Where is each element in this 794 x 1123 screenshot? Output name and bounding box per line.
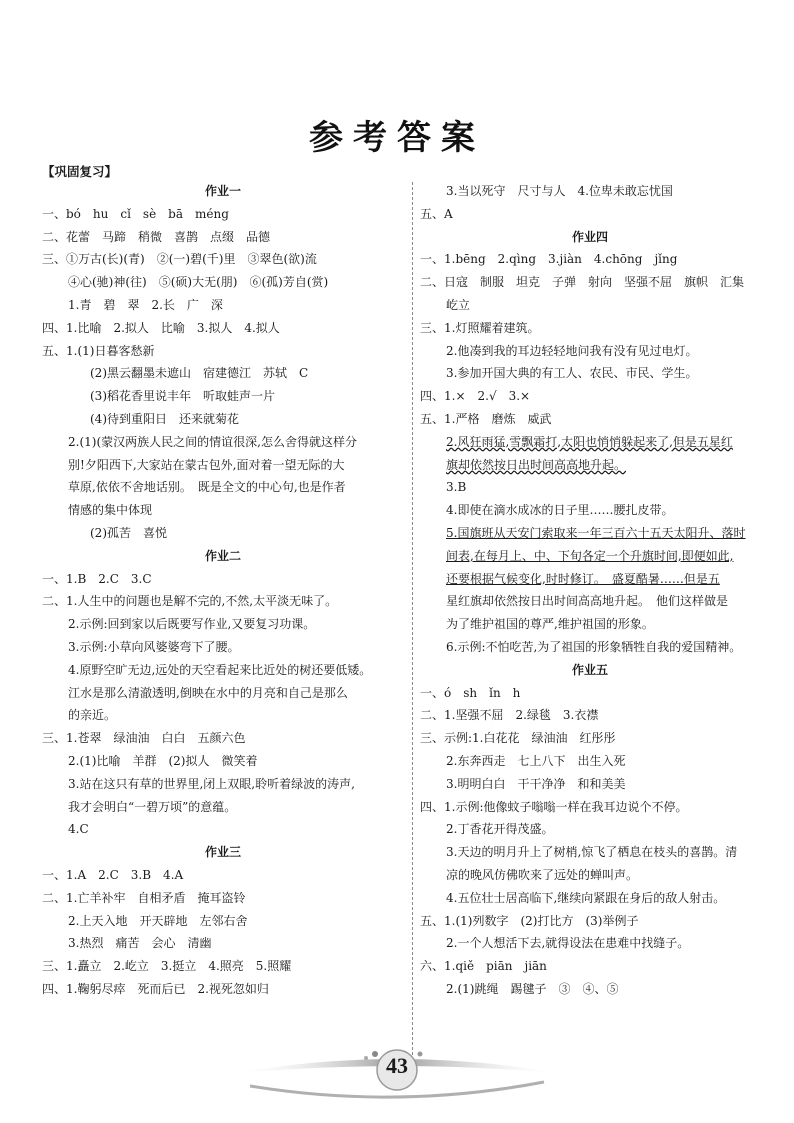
answer-line: 6.示例:不怕吃苦,为了祖国的形象牺牲自我的爱国精神。 bbox=[446, 639, 742, 654]
answer-line: 间表,在每月上、中、下旬各定一个升旗时间,即便如此, bbox=[446, 548, 734, 563]
page-number: 43 bbox=[386, 1053, 408, 1078]
answer-line: 2.上天入地 开天辟地 左邻右舍 bbox=[68, 913, 248, 928]
answer-line: 5.国旗班从天安门索取来一年三百六十五天太阳升、落时 bbox=[446, 525, 746, 540]
answer-line: (2)孤苦 喜悦 bbox=[90, 525, 167, 540]
answer-line: 3.参加开国大典的有工人、农民、市民、学生。 bbox=[446, 366, 698, 381]
answer-line: (4)待到重阳日 还来就菊花 bbox=[90, 411, 239, 426]
answer-column-right bbox=[420, 180, 760, 1001]
answer-line: 4.C bbox=[68, 822, 89, 837]
answer-line: 2.(1)比喻 羊群 (2)拟人 微笑着 bbox=[68, 753, 258, 768]
answer-line: 4.原野空旷无边,远处的天空看起来比近处的树还要低矮。 bbox=[68, 662, 372, 677]
answer-line: 1.青 碧 翠 2.长 广 深 bbox=[68, 297, 223, 312]
answer-line: 的亲近。 bbox=[68, 708, 117, 723]
answer-line: 2.示例:回到家以后既要写作业,又要复习功课。 bbox=[68, 617, 316, 632]
answer-line: 一、ó sh ǐn h bbox=[420, 685, 521, 700]
page-title: 参考答案 bbox=[309, 118, 485, 158]
answer-line: 三、1.灯照耀着建筑。 bbox=[420, 320, 540, 335]
answer-line: 四、1.鞠躬尽瘁 死而后已 2.视死忽如归 bbox=[42, 981, 269, 996]
answer-line: 2.(1)(蒙汉两族人民之间的情谊很深,怎么舍得就这样分 bbox=[68, 434, 357, 449]
answer-line: 六、1.qiě piān jiān bbox=[420, 959, 547, 974]
answer-line: 2.东奔西走 七上八下 出生入死 bbox=[446, 753, 626, 768]
answer-line: 二、日寇 制服 坦克 子弹 射向 坚强不屈 旗帜 汇集 bbox=[420, 275, 745, 290]
answer-line: 凉的晚风仿佛吹来了远处的蝉叫声。 bbox=[446, 867, 639, 882]
answer-line: 四、1.× 2.√ 3.× bbox=[420, 389, 531, 404]
answer-line: 五、1.(1)列数字 (2)打比方 (3)举例子 bbox=[420, 913, 639, 928]
answer-line: 一、1.B 2.C 3.C bbox=[42, 571, 152, 586]
answer-line: 草原,依依不舍地话别。 既是全文的中心句,也是作者 bbox=[68, 480, 346, 495]
answer-line: 五、1.(1)日暮客愁新 bbox=[42, 343, 155, 358]
answer-line: 星红旗却依然按日出时间高高地升起。 他们这样做是 bbox=[446, 594, 729, 609]
answer-line: 一、1.bēng 2.qìng 3.jiàn 4.chōng jǐng bbox=[420, 252, 678, 267]
answer-line: 为了维护祖国的尊严,维护祖国的形象。 bbox=[446, 617, 654, 632]
answer-line: 3.天边的明月升上了树梢,惊飞了栖息在枝头的喜鹊。清 bbox=[446, 845, 738, 860]
section-label: 【巩固复习】 bbox=[42, 164, 118, 179]
answer-column-left bbox=[42, 180, 404, 1001]
assignment-heading: 作业三 bbox=[204, 845, 241, 860]
answer-line: 屹立 bbox=[446, 297, 471, 312]
answer-line: 三、①万古(长)(青) ②(一)碧(千)里 ③翠色(欲)流 bbox=[42, 252, 317, 267]
answer-line: 3.明明白白 干干净净 和和美美 bbox=[446, 776, 626, 791]
answer-line: 二、1.坚强不屈 2.绿毯 3.衣襟 bbox=[420, 708, 599, 723]
answer-line: 四、1.比喻 2.拟人 比喻 3.拟人 4.拟人 bbox=[42, 320, 280, 335]
answer-line: 3.示例:小草向风婆婆弯下了腰。 bbox=[68, 639, 240, 654]
answer-line: 4.即使在滴水成冰的日子里……腰扎皮带。 bbox=[446, 503, 674, 518]
answer-line: 3.站在这只有草的世界里,闭上双眼,聆听着绿波的涛声, bbox=[68, 776, 355, 791]
assignment-heading: 作业四 bbox=[571, 229, 608, 244]
answer-line: 2.他凑到我的耳边轻轻地问我有没有见过电灯。 bbox=[446, 343, 698, 358]
answer-line: 三、1.苍翠 绿油油 白白 五颜六色 bbox=[42, 731, 246, 746]
answer-line: ④心(驰)神(往) ⑤(硕)大无(朋) ⑥(孤)芳自(赏) bbox=[68, 275, 329, 290]
answer-line: 三、1.矗立 2.屹立 3.挺立 4.照亮 5.照耀 bbox=[42, 959, 292, 974]
answer-line: 2.(1)跳绳 踢毽子 ③ ④、⑤ bbox=[446, 981, 619, 996]
answer-line: 还要根据气候变化,时时修订。 盛夏酷暑……但是五 bbox=[446, 571, 720, 586]
answer-line: 别!夕阳西下,大家站在蒙古包外,面对着一望无际的大 bbox=[68, 457, 345, 472]
answer-line: 2.丁香花开得茂盛。 bbox=[446, 822, 554, 837]
answer-line: 2.风狂雨猛,雪飘霜打,太阳也悄悄躲起来了,但是五星红 bbox=[446, 434, 733, 449]
answer-line: 一、1.A 2.C 3.B 4.A bbox=[42, 867, 184, 882]
answer-line: 3.当以死守 尺寸与人 4.位卑未敢忘忧国 bbox=[446, 184, 673, 198]
answer-line: 三、示例:1.白花花 绿油油 红彤彤 bbox=[420, 731, 616, 746]
answer-line: 二、1.亡羊补牢 自相矛盾 掩耳盗铃 bbox=[42, 890, 246, 905]
answer-line: 五、1.严格 磨炼 威武 bbox=[420, 411, 552, 426]
answer-line: 旗却依然按日出时间高高地升起。 bbox=[446, 457, 627, 472]
assignment-heading: 作业一 bbox=[204, 184, 241, 198]
answer-line: 五、A bbox=[420, 206, 453, 221]
answer-line: (2)黑云翻墨未遮山 宿建德江 苏轼 C bbox=[90, 366, 309, 381]
answer-line: 3.B bbox=[446, 480, 467, 495]
answer-line: 江水是那么清澈透明,倒映在水中的月亮和自己是那么 bbox=[68, 685, 348, 700]
column-divider bbox=[412, 182, 413, 1060]
answer-line: 二、花蕾 马蹄 稍微 喜鹊 点缀 品德 bbox=[42, 229, 271, 244]
assignment-heading: 作业二 bbox=[204, 548, 241, 563]
answer-line: 2.一个人想活下去,就得设法在患难中找缝子。 bbox=[446, 936, 690, 951]
answer-line: 情感的集中体现 bbox=[68, 503, 153, 518]
answer-line: 四、1.示例:他像蚊子嗡嗡一样在我耳边说个不停。 bbox=[420, 799, 688, 814]
answer-line: 一、bó hu cǐ sè bā méng bbox=[42, 206, 229, 221]
assignment-heading: 作业五 bbox=[571, 662, 608, 677]
answer-line: (3)稻花香里说丰年 听取蛙声一片 bbox=[90, 389, 275, 404]
answer-line: 3.热烈 痛苦 会心 清幽 bbox=[68, 936, 212, 951]
answer-line: 二、1.人生中的问题也是解不完的,不然,太平淡无味了。 bbox=[42, 594, 338, 609]
answer-line: 我才会明白“一碧万顷”的意蕴。 bbox=[68, 799, 237, 814]
answer-line: 4.五位壮士居高临下,继续向紧跟在身后的敌人射击。 bbox=[446, 890, 726, 905]
